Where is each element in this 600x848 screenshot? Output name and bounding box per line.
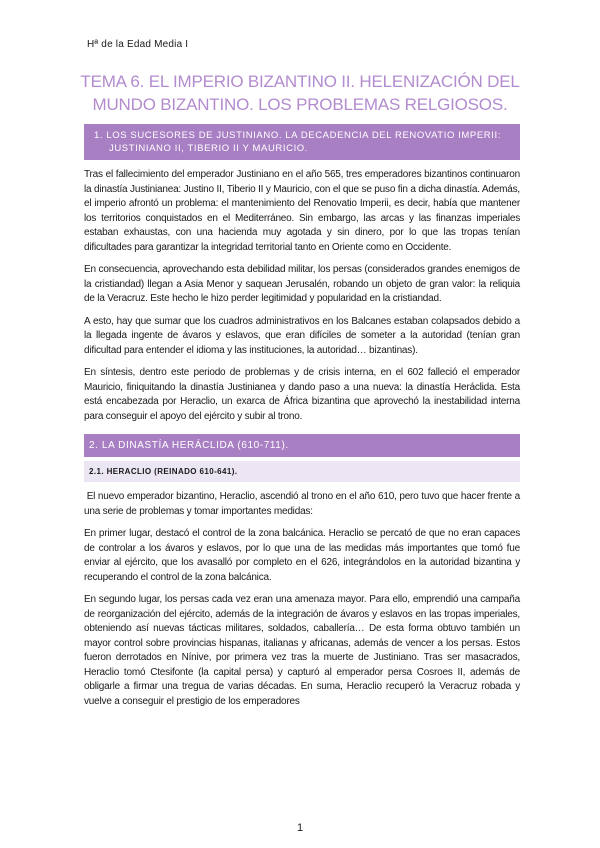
paragraph: Tras el fallecimiento del emperador Justiniano en el año 565, tres emperadores bizantinos continuaron la dinastía Justinianea: Justino II, Tiberio II y Mauricio, con el que se puso fin a dicha dinastía. Además, el imperio afrontó un problema: el mantenimiento del Renovatio Imperii, es decir, había que mantener los territorios conquistados en el Mediterráneo. Sin embargo, las arcas y las finanzas imperiales estaban exhaustas, con una hacienda muy agotada y sin dinero, por lo que las tropas tenían dificultades para garantizar la integridad territorial tanto en Oriente como en Occidente.: [84, 169, 520, 253]
heading-line: 1. LOS SUCESORES DE JUSTINIANO. LA DECADENCIA DEL RENOVATIO IMPERII:: [94, 130, 501, 141]
running-header: Hª de la Edad Media I: [87, 39, 189, 50]
paragraph: En segundo lugar, los persas cada vez eran una amenaza mayor. Para ello, emprendió una campaña de reorganización del ejército, además de la integración de ávaros y eslavos en las tropas imperiales, obteniendo así nuevas tácticas militares, soldados, caballería… De esta forma obtuvo también un mayor control sobre provincias hispanas, italianas y africanas, además de vencer a los persas. Estos fueron derrotados en Nínive, por primera vez tras la muerte de Justiniano. Tras ser masacrados, Heraclio tomó Ctesifonte (la capital persa) y capturó al emperador persa Cosroes II, además de obligarle a firmar una tregua de varias décadas. En suma, Heraclio recuperó la Veracruz robada y vuelve a conseguir el prestigio de los emperadores: [84, 594, 520, 707]
paragraph: En síntesis, dentro este periodo de problemas y de crisis interna, en el 602 falleció el emperador Mauricio, finiquitando la dinastía Justinianea y dando paso a una nueva: la dinastía Heráclida. Esta está encabezada por Heraclio, un exarca de África bizantina que aprovechó la inestabilidad interna para conseguir el apoyo del ejército y subir al trono.: [84, 367, 520, 422]
section-heading-1: [84, 124, 520, 160]
title-line: TEMA 6. EL IMPERIO BIZANTINO II. HELENIZACIÓN DEL: [80, 72, 520, 91]
page-number: 1: [296, 822, 304, 834]
title-line: MUNDO BIZANTINO. LOS PROBLEMAS RELGIOSOS.: [92, 95, 508, 114]
heading-line: JUSTINIANO II, TIBERIO II Y MAURICIO.: [109, 143, 309, 154]
paragraph: En primer lugar, destacó el control de la zona balcánica. Heraclio se percató de que no eran capaces de controlar a los ávaros y eslavos, por lo que una de las medidas más importantes que tomó fue enviar al ejército, que los avasalló por completo en el 626, integrándolos en la autoridad bizantina y recuperando el control de la zona balcánica.: [84, 528, 520, 583]
page-body: [80, 39, 523, 709]
paragraph: El nuevo emperador bizantino, Heraclio, ascendió al trono en el año 610, pero tuvo que hacer frente a una serie de problemas y tomar importantes medidas:: [84, 491, 523, 517]
paragraph: A esto, hay que sumar que los cuadros administrativos en los Balcanes estaban colapsados debido a la llegada ingente de ávaros y eslavos, que eran difíciles de someter a la autoridad (tenían gran dificultad para entender el idioma y las instituciones, la autoridad… bizantinas).: [84, 315, 520, 356]
subsection-heading: 2.1. HERACLIO (REINADO 610-641).: [84, 461, 520, 482]
chapter-title: [0, 70, 600, 116]
section-heading-2: 2. LA DINASTÍA HERÁCLIDA (610-711).: [84, 434, 520, 457]
paragraph: En consecuencia, aprovechando esta debilidad militar, los persas (considerados grandes enemigos de la cristiandad) llegan a Asia Menor y saquean Jerusalén, robando un objeto de gran valor: la reliquia de la Veracruz. Este hecho le hizo perder legitimidad y popularidad en la cristiandad.: [84, 264, 520, 304]
